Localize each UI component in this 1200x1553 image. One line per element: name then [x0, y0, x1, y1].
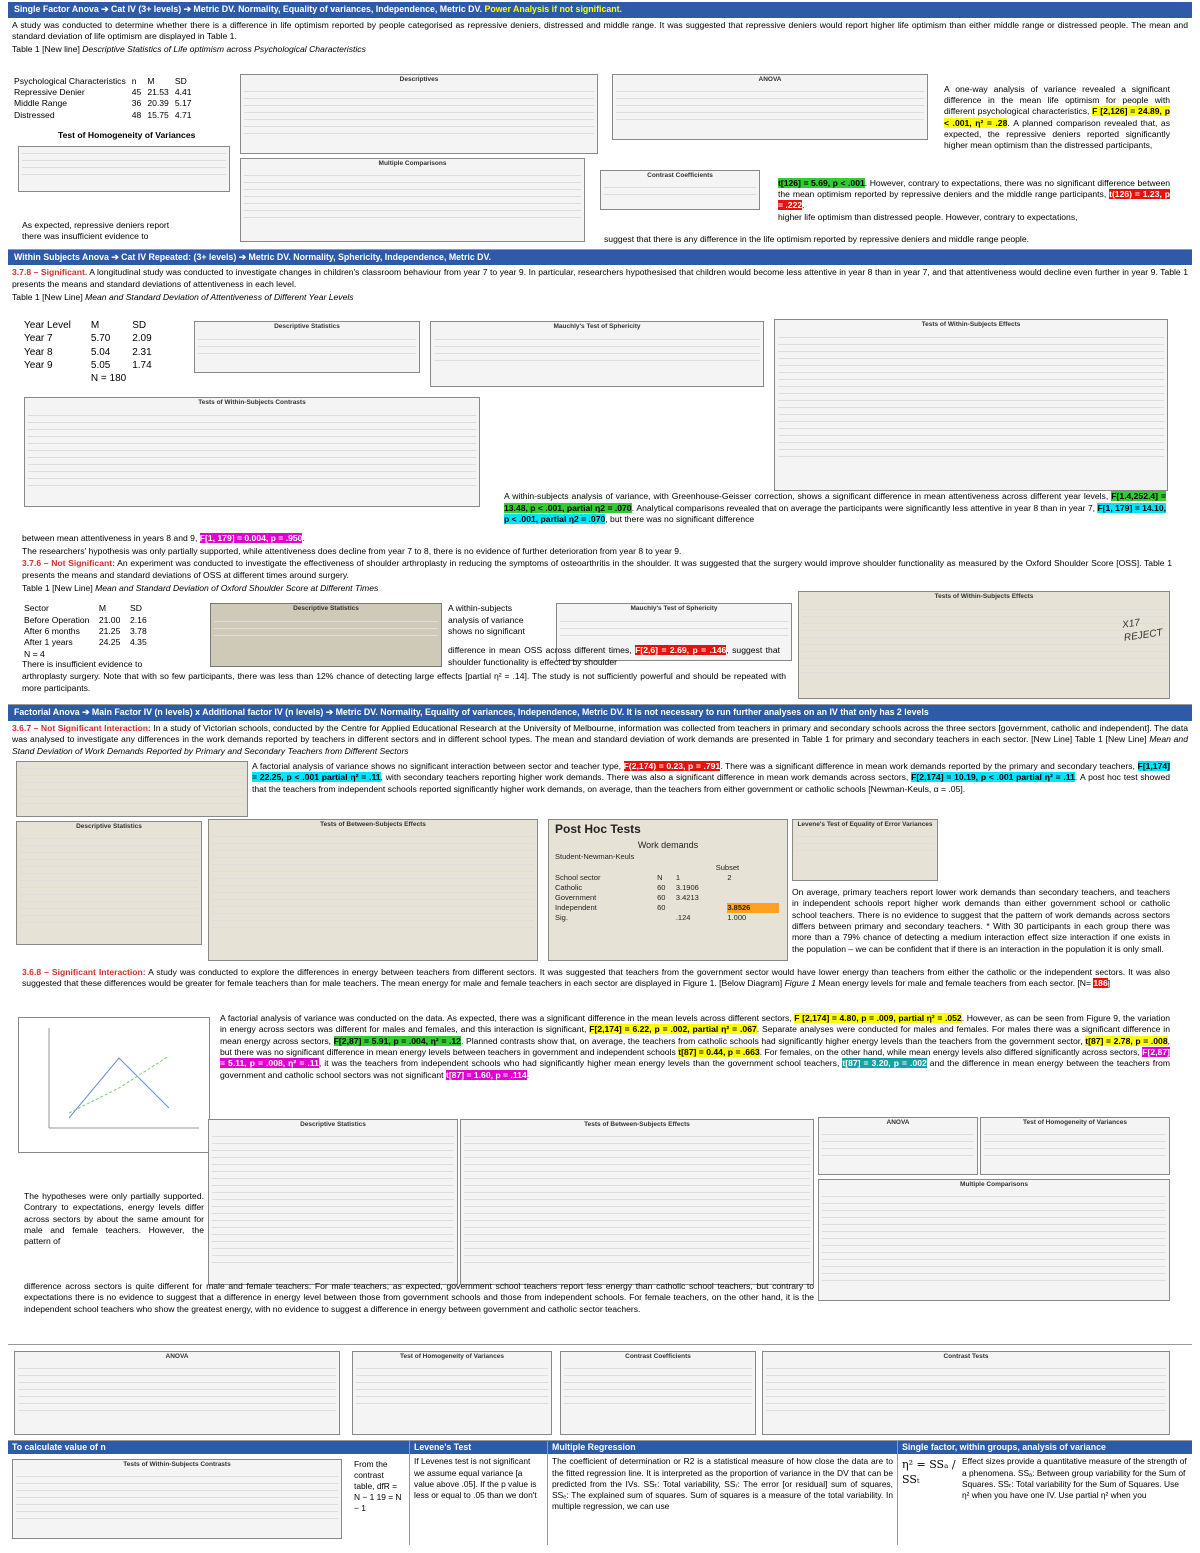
- s1-anova-image: ANOVA: [612, 74, 928, 140]
- s2-oss-table: [24, 603, 153, 660]
- s3-contrast-small-image: Contrast Tests: [762, 1351, 1170, 1435]
- s1-t-stat-2: t(126) = 1.23, p = .222: [778, 188, 1170, 211]
- s2-intro-2: 3.7.6 – Not Significant: An experiment was conducted to investigate the effectiveness of shoulder arthroplasty in reducing the symptoms of osteoarthritis in the shoulder. It was suggested that the surgery would improve shoulder functionality as measured by the Oxford Shoulder Score [OSS]. Table 1 presents the means and standard deviations of OSS at different times around surgery.: [22, 558, 1172, 580]
- table-row: After 1 years 24.25 4.35: [24, 637, 147, 648]
- footer-contrasts-image: Tests of Within-Subjects Contrasts: [12, 1459, 342, 1539]
- s2-attentiveness-table: [24, 319, 158, 385]
- s1-contrast-coefficients-image: Contrast Coefficients: [600, 170, 760, 210]
- s3-table1-image: [16, 761, 248, 817]
- s2-result-2c: arthroplasty surgery. Note that with so few participants, there was less than 12% chance of detecting large effects [partial η² = .14]. The study is not sufficiently powerful and should be repeated with more participants.: [22, 671, 786, 693]
- band-path: ➔ Cat IV (3+ levels) ➔ Metric DV. Normality, Equality of variances, Independence, Metric DV.: [98, 4, 483, 14]
- s2-result-2b: difference in mean OSS across different times, F[2,6] = 2.69, p = .146, suggest that shoulder functionality is effected by shoulder: [448, 645, 781, 667]
- footer-row: [8, 1441, 1192, 1545]
- s3-descriptives-2-image: Descriptive Statistics: [208, 1119, 458, 1285]
- table-row: Distressed 48 15.75 4.71: [14, 109, 192, 120]
- section-factorial: [8, 721, 1192, 1345]
- band-note: Power Analysis if not significant.: [482, 4, 622, 14]
- s1-caption: Table 1 [New line] Descriptive Statistics of Life optimism across Psychological Characteristics: [12, 44, 366, 55]
- table-header-row: Sector M SD: [24, 603, 142, 614]
- s2-descriptive-image: Descriptive Statistics: [194, 321, 420, 373]
- s3-right-text: On average, primary teachers report lower work demands than secondary teachers, and teachers in independent schools report higher work demands than either government school or catholic school teachers. There is no evidence to suggest that the pattern of work demands across sectors differs between primary and secondary teachers. * With 30 participants in each group there was more than a 79% chance of detecting a medium interaction effect size interaction if one exists in the population – we can be confident that if there is an interaction in the population it is only small.: [792, 886, 1170, 954]
- footer-col-regression: Multiple Regression The coefficient of determination or R2 is a statistical measure of how close the data are to the fitted regression line. It is interpreted as the proportion of variance in the DV that can be predicted from the IVs. SSₜ: Total variability, SSᵣ: The error [or residual] sum of squares, SSₑ: The explained sum of squares. Sum of squares is a measure of the total variability. In multiple regression, we can use: [548, 1441, 898, 1545]
- s2-caption: Table 1 [New Line] Mean and Standard Deviation of Attentiveness of Different Year Levels: [12, 291, 354, 302]
- s2-result-2a: A within-subjects analysis of variance shows no significant: [448, 603, 525, 636]
- s3-hypothesis-left: The hypotheses were only partially supported. Contrary to expectations, energy levels differ across sectors by about the same amount for male and female teachers. However, the pattern of: [24, 1190, 204, 1247]
- s3-intro-2: 3.6.8 – Significant Interaction: A study was conducted to explore the differences in energy between teachers from different sectors. It was suggested that teachers from the government sector would have lower energy than teachers from either the catholic or the independent sectors. It was also suggested that these differences would be greater for female teachers than for male teachers. The mean energy for male and female teachers in each sector are displayed in Figure 1. [Below Diagram] Figure 1 Mean energy levels for male and female teachers from each sector. [N= 186]: [22, 966, 1170, 989]
- table-row: Sig. .124 1.000: [555, 912, 747, 922]
- s1-result-text-cont: t[126] = 5.69, p < .001. However, contrary to expectations, there was no significant difference between the mean optimism reported by repressive deniers and the middle range participants, t(126) = 1.23, p = .222. higher life optimism than distressed people. However, contrary to expectations,: [778, 177, 1170, 222]
- series-line: [69, 1056, 169, 1113]
- s2-f-stat-oss: F[2,6] = 2.69, p = .146: [635, 645, 727, 656]
- s3-f-sector: F[2,174] = 10.19, p < .001 partial η² = .11: [911, 772, 1075, 783]
- s3-multiple-2-image: Multiple Comparisons: [818, 1179, 1170, 1301]
- handwritten-note: X17 REJECT: [1121, 617, 1164, 645]
- s3-figure-1: [18, 1017, 210, 1153]
- s2-photo-within-effects: Tests of Within-Subjects Effects X17 REJECT: [798, 591, 1170, 699]
- s2-intro: 3.7.8 – Significant. A longitudinal study was conducted to investigate changes in children's classroom behaviour from year 7 to year 9. In particular, researchers hypothesised that children would become less attentive in year 8 than in year 7, and that attentiveness would decline even further in year 9. Table 1 presents the means and standard deviations of attentiveness in each level.: [12, 267, 1188, 289]
- table-row: Year 8 5.04 2.31: [24, 346, 152, 358]
- table-row: Independent 60 3.8526: [555, 903, 779, 913]
- s3-result-text: A factorial analysis of variance shows no significant interaction between sector and teacher type, F(2,174) = 0.23, p = .791. There was a significant difference in mean work demands reported by the primary and secondary teachers, F[1,174] = 22.25, p < .001 partial η² = .11, with secondary teachers reporting higher work demands. There was also a significant difference in mean work demands across sectors, F[2,174] = 10.19, p < .001 partial η² = .11. A post hoc test showed that the teachers from independent schools reported significantly higher work demands, on average, than the teachers from either government or catholic schools [Newman-Keuls, α = .05].: [252, 760, 1171, 794]
- table-header-row: Psychological Characteristics n M SD: [14, 75, 187, 86]
- s3-f-type: F[1,174] = 22.25, p < .001 partial η² = .11: [252, 760, 1170, 783]
- eta-formula: η² = SSₐ / SSₜ: [902, 1458, 956, 1486]
- s2-f-stat-3: F[1, 179] = 0.004, p = .950: [199, 533, 303, 544]
- s1-bottom-line: suggest that there is any difference in the life optimism reported by repressive deniers and middle range people.: [604, 233, 1029, 244]
- s2-within-contrasts-image: Tests of Within-Subjects Contrasts: [24, 397, 480, 507]
- s3-f-interaction: F(2,174) = 0.23, p = .791: [623, 760, 721, 771]
- s1-f-stat: F [2,126] = 24.89, p < .001, η² = .28: [944, 106, 1170, 128]
- table-row: Middle Range 36 20.39 5.17: [14, 98, 192, 109]
- section-single-factor: [8, 18, 1192, 250]
- s2-mauchly-image: Mauchly's Test of Sphericity: [430, 321, 764, 387]
- table-row: Government 60 3.4213: [555, 893, 699, 903]
- s3-between-2-image: Tests of Between-Subjects Effects: [460, 1119, 814, 1285]
- s1-descriptive-table: [14, 76, 198, 121]
- table-header-row: Year Level M SD: [24, 320, 147, 332]
- s3-hypothesis-cont: difference across sectors is quite different for male and female teachers. For male teachers, as expected, government school teachers report less energy than catholic school teachers, but contrary to expectations there is no evidence to suggest that a difference in energy level between those from government schools and those from independent schools. For female teachers, on the other hand, it is the independent school teachers who show the greatest energy, with no evidence to suggest a difference in energy between government and catholic sector teachers.: [24, 1280, 814, 1314]
- band-title: Single Factor Anova: [14, 4, 99, 14]
- s3-posthoc-photo: Post Hoc Tests Work demands Student-Newman-Keuls Subset School sector N 1 2 Catholic 60 3.1906 Government 60 3.4213 Independent 60 3.8526 Sig. .124 1.000: [548, 819, 788, 961]
- s3-anova-2-image: ANOVA: [818, 1117, 978, 1175]
- s2-caption-2: Table 1 [New Line] Mean and Standard Deviation of Oxford Shoulder Score at Different Times: [22, 583, 379, 594]
- s1-multiple-comparisons-image: Multiple Comparisons: [240, 158, 585, 242]
- s3-descriptives-photo: Descriptive Statistics: [16, 821, 202, 945]
- line-figure: [19, 1018, 210, 1153]
- footer-col-n: To calculate value of n Tests of Within-Subjects Contrasts From the contrast table, dfR = N − 1 19 = N − 1: [8, 1441, 410, 1545]
- s2-f-stat: F[1.4,252.4] = 13.48, p < .001, partial η2 = .070: [504, 491, 1166, 513]
- table-row: Year 7 5.70 2.09: [24, 333, 152, 345]
- footer-col-effect-size: Single factor, within groups, analysis of variance η² = SSₐ / SSₜ Effect sizes provide a quantitative measure of the strength of a phenomena. SSₐ: Between group variability for the Sum of Squares. SSₜ: Total variability for the Sum of Squares. Use η² when you have one IV. Use partial η² when you: [898, 1441, 1192, 1545]
- section-band-within-subjects: Within Subjects Anova ➔ Cat IV Repeated: (3+ levels) ➔ Metric DV. Normality, Sphericity, Independence, Metric DV.: [8, 250, 1192, 266]
- section-band-single-factor: [8, 2, 1192, 18]
- s2-result-left: There is insufficient evidence to: [22, 659, 143, 670]
- table-row: N = 180: [90, 372, 127, 384]
- table-row: Catholic 60 3.1906: [555, 883, 699, 893]
- table-row: N = 4: [24, 648, 45, 659]
- s2-result-text-cont: between mean attentiveness in years 8 and 9, F[1, 179] = 0.004, p = .950.: [22, 533, 305, 544]
- s3-result-2: A factorial analysis of variance was conducted on the data. As expected, there was a significant difference in the mean levels across different sectors, F [2,174] = 4.80, p = .009, partial η² = .052. However, as can be seen from Figure 9, the variation in energy across sectors was different for males and females, and this interaction is significant, F[2,174] = 6.22, p = .002, partial η² = .067. Separate analyses were conducted for males and females. For males there was a significant difference in mean energy across sectors, F[2,87] = 5.91, p = .004, η² = .12. Planned contrasts show that, on average, the teachers from catholic schools had significantly higher energy levels than the teachers from the government sector, t[87] = 2.78, p = .008, but there was no significant difference in mean energy levels between teachers in government and independent schools t[87] = 0.44, p = .663. For females, on the other hand, while mean energy levels also differed significantly across sectors, F[2,87] = 5.11, p = .008, η² = .11, it was the teachers from independent schools who had significantly higher mean energy levels than the government school teachers, t[87] = 3.20, p = .002 and the difference in mean energy between the teachers from government and catholic school sectors was not significant t[87] = 1.60, p = .114.: [220, 1012, 1171, 1080]
- s3-anova-small-image: ANOVA: [14, 1351, 340, 1435]
- s2-within-effects-image: Tests of Within-Subjects Effects: [774, 319, 1168, 491]
- s1-levene-title: Test of Homogeneity of Variances: [58, 129, 196, 140]
- s3-between-effects-photo: Tests of Between-Subjects Effects: [208, 819, 538, 961]
- s2-f-stat-2: F[1, 179] = 14.10, p < .001, partial η2 = .070: [504, 502, 1167, 524]
- s1-descriptives-image: Descriptives: [240, 74, 598, 154]
- s1-intro: A study was conducted to determine whether there is a difference in life optimism reported by people categorised as repressive deniers, distressed and middle range. It was suggested that repressive deniers would report higher life optimism than either middle range or distressed people. The mean and standard deviation of life optimism are displayed in Table 1.: [12, 19, 1188, 41]
- table-row: Before Operation 21.00 2.16: [24, 614, 147, 625]
- s2-result-text: A within-subjects analysis of variance, with Greenhouse-Geisser correction, shows a significant difference in mean attentiveness across different year levels, F[1.4,252.4] = 13.48, p < .001, partial η2 = .070. Analytical comparisons revealed that on average the participants were significantly less attentive in year 8 than in year 7, F[1, 179] = 14.10, p < .001, partial η2 = .070, but there was no significant difference: [504, 491, 1167, 524]
- s3-intro: 3.6.7 – Not Significant Interaction: In a study of Victorian schools, conducted by the Centre for Applied Educational Research at the University of Melbourne, information was collected from teachers in primary and secondary schools across the three sectors [government, catholic and independent]. The data was analysed to investigate any differences in the work demands reported by teachers in different sectors and in different school types. The mean and standard deviation of work demands are presented in Table 1 for primary and secondary teachers in each sector. [New Line] Table 1 [New Line] Mean and Stand Deviation of Work Demands Reported by Primary and Secondary Teachers from Different Sectors: [12, 722, 1188, 756]
- s1-levene-image: [18, 146, 230, 192]
- s2-photo-descriptives: Descriptive Statistics: [210, 603, 442, 667]
- s3-homog-small-image: Test of Homogeneity of Variances: [352, 1351, 552, 1435]
- section-within-subjects: [8, 265, 1192, 705]
- s1-result-text: A one-way analysis of variance revealed a significant difference in the mean life optimism for people with different psychological characteristics, F [2,126] = 24.89, p < .001, η² = .28. A planned comparison revealed that, as expected, the repressive deniers reported significantly higher mean optimism than the distressed participants,: [944, 83, 1170, 151]
- footer-col-levene: Levene's Test If Levenes test is not significant we assume equal variance [a value above .05]. If the p value is less or equal to .05 than we don't: [410, 1441, 548, 1545]
- s3-coefficients-small-image: Contrast Coefficients: [560, 1351, 756, 1435]
- section-factorial-tables: [8, 1345, 1192, 1441]
- s1-t-stat-1: t[126] = 5.69, p < .001: [778, 177, 865, 188]
- s2-conclusion: The researchers' hypothesis was only partially supported, while attentiveness does decline from year 7 to 8, there is no evidence of further deterioration from year 8 to year 9.: [22, 546, 682, 557]
- posthoc-table: Subset School sector N 1 2 Catholic 60 3.1906 Government 60 3.4213 Independent 60 3.8526 Sig. .124 1.000: [555, 863, 779, 922]
- s3-homog-2-image: Test of Homogeneity of Variances: [980, 1117, 1170, 1175]
- table-row: After 6 months 21.25 3.78: [24, 625, 147, 636]
- section-band-factorial: Factorial Anova ➔ Main Factor IV (n levels) x Additional factor IV (n levels) ➔ Metric DV. Normality, Equality of variances, Independence, Metric DV. It is not necessary to run further analyses on an IV that only has 2 levels: [8, 705, 1192, 721]
- s3-levene-photo: Levene's Test of Equality of Error Variances: [792, 819, 938, 881]
- table-row: Repressive Denier 45 21.53 4.41: [14, 86, 192, 97]
- s2-photo-mauchly: Mauchly's Test of Sphericity: [556, 603, 792, 661]
- s1-left-conclusion: As expected, repressive deniers report there was insufficient evidence to: [22, 219, 170, 241]
- table-row: Year 9 5.05 1.74: [24, 359, 152, 371]
